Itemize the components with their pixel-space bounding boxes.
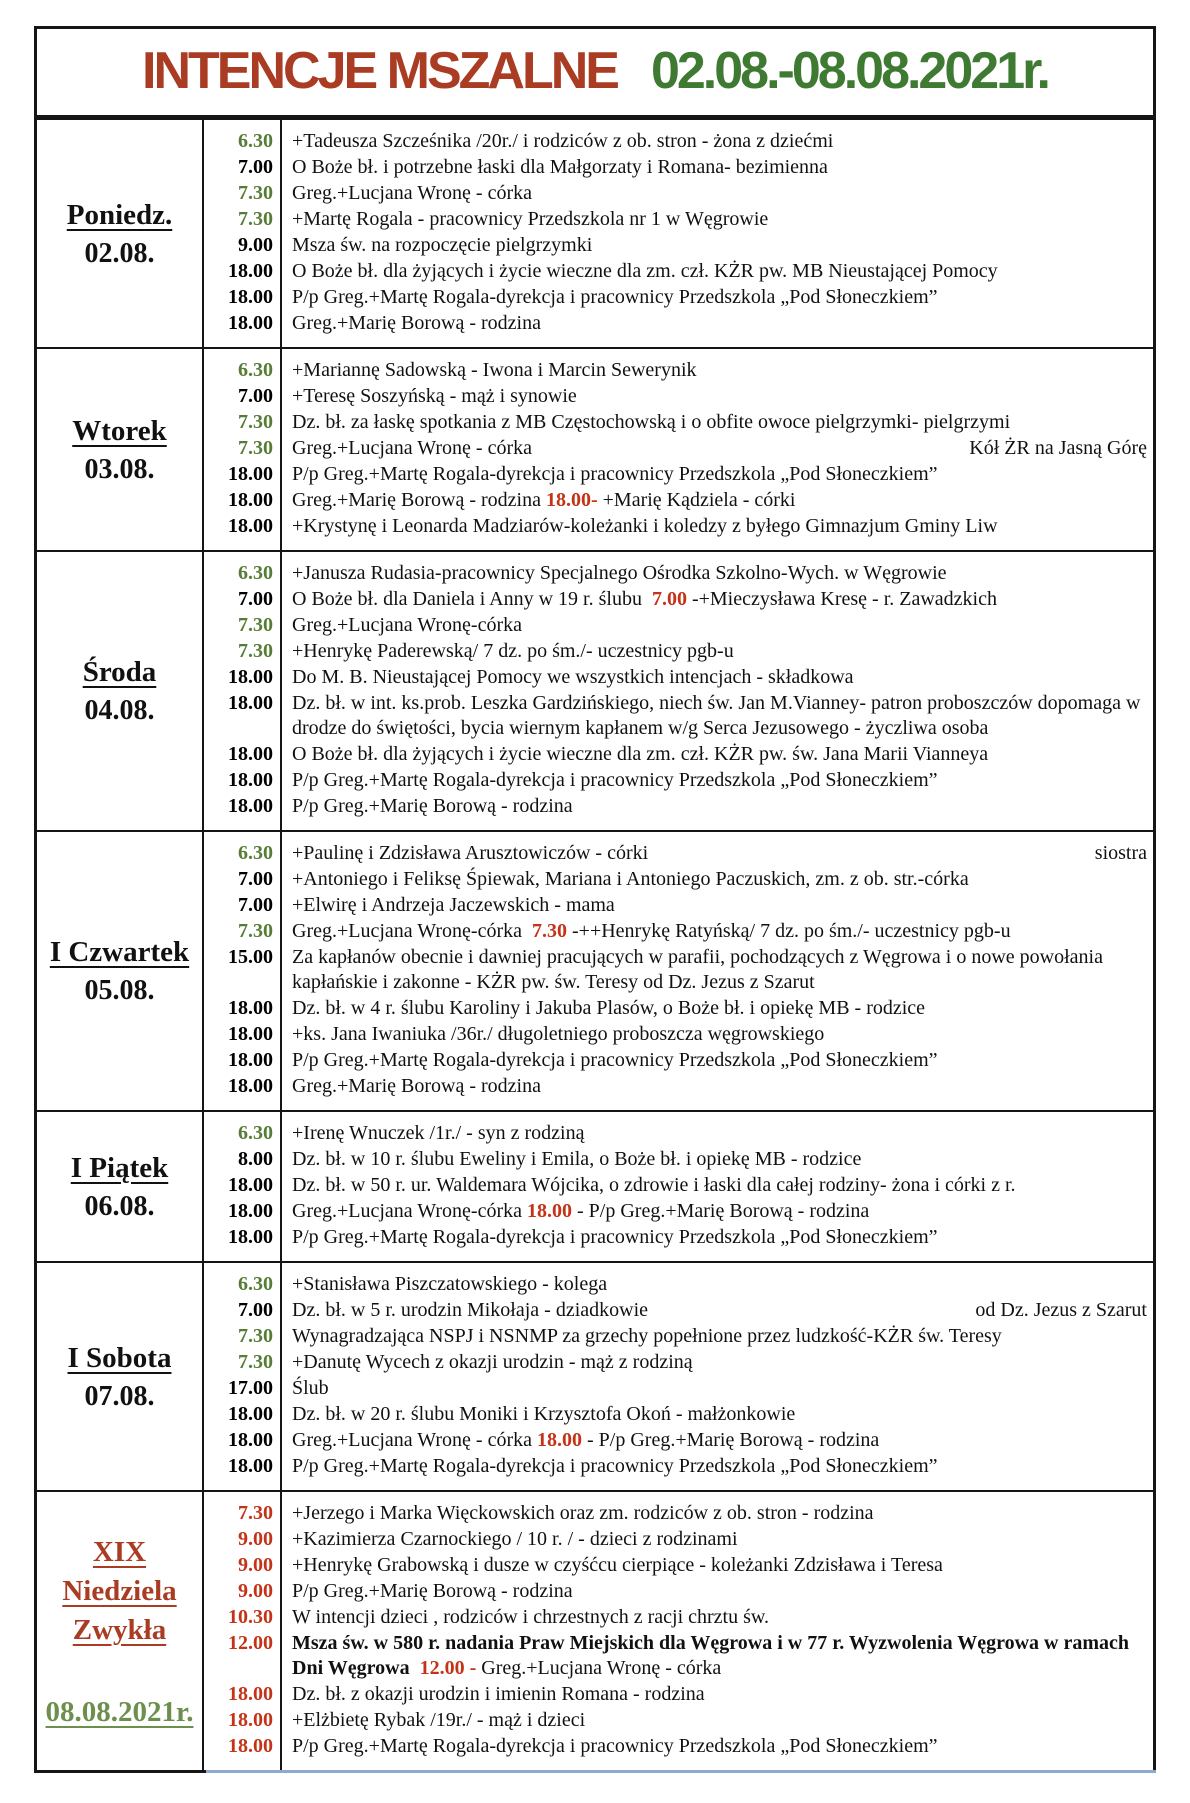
schedule-row [37,551,1153,587]
time-cell: 18.00 [203,488,281,514]
time-cell: 7.30 [203,1350,281,1376]
schedule-row [37,919,1153,945]
intention-text: +Antoniego i Feliksę Śpiewak, Mariana i Antoniego Paczuskich, zm. z ob. str.-córka [292,868,969,890]
schedule-row [37,893,1153,919]
schedule-row [37,768,1153,794]
intention-cell [281,488,1153,514]
schedule-row [37,1173,1153,1199]
intention-cell [281,1350,1153,1376]
intention-cell [281,1428,1153,1454]
schedule-row [37,1402,1153,1428]
schedule-row [37,1199,1153,1225]
day-date: 06.08. [84,1190,155,1222]
day-name: XIX [92,1535,147,1568]
intention-text: +Irenę Wnuczek /1r./ - syn z rodziną [292,1122,585,1144]
schedule-row [37,945,1153,996]
intention-text: O Boże bł. dla żyjących i życie wieczne dla zm. czł. KŻR pw. św. Jana Marii Vianneya [292,743,989,765]
intention-cell [281,1111,1153,1147]
time-cell: 8.00 [203,1147,281,1173]
intention-cell [281,1048,1153,1074]
schedule-row [37,1324,1153,1350]
intention-text: P/p Greg.+Martę Rogala-dyrekcja i pracownicy Przedszkola „Pod Słoneczkiem” [292,769,938,791]
intention-cell [281,867,1153,893]
schedule-row [37,259,1153,285]
intention-text: +Krystynę i Leonarda Madziarów-koleżanki i koledzy z byłego Gimnazjum Gminy Liw [292,515,998,537]
intention-cell [281,1022,1153,1048]
intention-cell [281,691,1153,742]
intention-cell [281,1579,1153,1605]
intention-cell [281,233,1153,259]
intention-cell [281,893,1153,919]
day-name: Niedziela [62,1574,177,1607]
intention-text: P/p Greg.+Martę Rogala-dyrekcja i pracownicy Przedszkola „Pod Słoneczkiem” [292,1049,938,1071]
day-cell [37,1491,203,1770]
time-cell: 7.30 [203,1491,281,1527]
intention-text: +Marię Kądziela - córki [597,489,796,511]
intention-cell [281,1682,1153,1708]
intention-cell [281,919,1153,945]
intention-cell [281,665,1153,691]
time-cell: 9.00 [203,233,281,259]
time-cell: 18.00 [203,285,281,311]
intention-text: +Martę Rogala - pracownicy Przedszkola nr 1 w Węgrowie [292,208,769,230]
time-cell: 18.00 [203,1048,281,1074]
intention-cell [281,639,1153,665]
intention-text: Greg.+Lucjana Wronę - córka [292,1429,537,1451]
schedule-row [37,1376,1153,1402]
intention-cell [281,587,1153,613]
bottom-accent-line [206,1770,1156,1773]
time-cell: 15.00 [203,945,281,996]
intention-text: Greg.+Lucjana Wronę - córka [292,182,532,204]
day-date: 05.08. [84,975,155,1006]
intention-text: +Stanisława Piszczatowskiego - kolega [292,1273,608,1295]
schedule-row [37,1605,1153,1631]
intention-text: 18.00 [537,1429,582,1451]
schedule-row [37,462,1153,488]
time-cell: 18.00 [203,311,281,348]
schedule-row [37,155,1153,181]
schedule-row [37,1428,1153,1454]
day-date: 07.08. [84,1380,155,1412]
intention-cell [281,1225,1153,1262]
title-text: INTENCJE MSZALNE [142,42,617,100]
day-date: 02.08. [84,237,155,269]
schedule-row [37,1048,1153,1074]
time-cell: 7.00 [203,867,281,893]
time-cell: 18.00 [203,1682,281,1708]
time-cell: 7.30 [203,207,281,233]
schedule-row [37,488,1153,514]
intention-cell [281,1734,1153,1770]
intention-cell [281,551,1153,587]
intention-cell [281,1708,1153,1734]
schedule-row [37,1298,1153,1324]
time-cell: 9.00 [203,1579,281,1605]
intention-text: Greg.+Lucjana Wronę-córka [292,1200,527,1222]
intention-cell [281,1491,1153,1527]
time-cell: 9.00 [203,1553,281,1579]
intention-cell [281,462,1153,488]
schedule-row [37,181,1153,207]
schedule-row [37,119,1153,155]
page-title [37,29,1153,118]
intention-cell [281,514,1153,551]
intention-text: Msza św. w 580 r. nadania Praw Miejskich dla Węgrowa i w 77 r. Wyzwolenia Węgrowa w ramach Dni Węgrowa [292,1632,1130,1679]
intention-text: Msza św. na rozpoczęcie pielgrzymki [292,234,593,256]
intention-text: +Henrykę Grabowską i dusze w czyśćcu cierpiące - koleżanki Zdzisława i Teresa [292,1554,943,1576]
intention-cell [281,1173,1153,1199]
time-cell: 6.30 [203,1111,281,1147]
time-cell: 7.30 [203,639,281,665]
schedule-row [37,665,1153,691]
intention-text: 18.00- [545,489,598,511]
schedule-row [37,1682,1153,1708]
intention-cell [281,181,1153,207]
intention-text: Ślub [292,1377,329,1399]
day-name: I Piątek [70,1151,169,1184]
right-note: Kół ŻR na Jasną Górę [969,437,1147,459]
intention-cell [281,348,1153,384]
intention-cell [281,996,1153,1022]
schedule-row [37,1074,1153,1111]
time-cell: 18.00 [203,1022,281,1048]
intention-text: Greg.+Lucjana Wronę - córka [481,1657,722,1679]
time-cell: 18.00 [203,768,281,794]
day-cell [37,831,203,1111]
schedule-row [37,514,1153,551]
intention-text: Greg.+Lucjana Wronę - córka [292,437,532,459]
intention-cell [281,1454,1153,1491]
time-cell: 7.30 [203,436,281,462]
intention-cell [281,1324,1153,1350]
intention-text: P/p Greg.+Martę Rogala-dyrekcja i pracownicy Przedszkola „Pod Słoneczkiem” [292,1226,938,1248]
time-cell: 18.00 [203,1734,281,1770]
schedule-table [37,118,1153,1770]
intention-cell [281,1376,1153,1402]
day-name: Poniedz. [66,198,173,231]
intention-text: Dz. bł. za łaskę spotkania z MB Częstochowską i o obfite owoce pielgrzymki- pielgrzymi [292,411,1011,433]
intention-text: +Janusza Rudasia-pracownicy Specjalnego Ośrodka Szkolno-Wych. w Węgrowie [292,562,947,584]
time-cell: 18.00 [203,996,281,1022]
intention-cell [281,1553,1153,1579]
intention-text: Greg.+Lucjana Wronę-córka [292,614,522,636]
time-cell: 7.00 [203,384,281,410]
schedule-row [37,742,1153,768]
time-cell: 6.30 [203,551,281,587]
time-cell: 18.00 [203,514,281,551]
time-cell: 10.30 [203,1605,281,1631]
intention-cell [281,436,1153,462]
intention-cell [281,742,1153,768]
intention-cell [281,1402,1153,1428]
schedule-row [37,410,1153,436]
intention-text: W intencji dzieci , rodziców i chrzestnych z racji chrztu św. [292,1606,770,1628]
intention-text: +Elżbietę Rybak /19r./ - mąż i dzieci [292,1709,586,1731]
day-date: 03.08. [84,453,155,485]
day-name: I Czwartek [49,936,190,968]
schedule-row [37,691,1153,742]
schedule-row [37,1454,1153,1491]
intention-text: Greg.+Lucjana Wronę-córka [292,920,532,942]
intention-text: Dz. bł. w 5 r. urodzin Mikołaja - dziadkowie [292,1299,649,1321]
schedule-row [37,1708,1153,1734]
intention-text: - P/p Greg.+Marię Borową - rodzina [582,1429,880,1451]
intention-cell [281,1631,1153,1682]
schedule-row [37,1111,1153,1147]
schedule-row [37,1579,1153,1605]
day-cell [37,348,203,551]
intention-text: P/p Greg.+Martę Rogala-dyrekcja i pracownicy Przedszkola „Pod Słoneczkiem” [292,463,938,485]
schedule-row [37,613,1153,639]
intention-cell [281,1074,1153,1111]
intention-cell [281,285,1153,311]
intention-text: +Jerzego i Marka Więckowskich oraz zm. rodziców z ob. stron - rodzina [292,1502,874,1524]
time-cell: 12.00 [203,1631,281,1682]
schedule-row [37,1553,1153,1579]
time-cell: 6.30 [203,119,281,155]
intention-text: -++Henrykę Ratyńską/ 7 dz. po śm./- uczestnicy pgb-u [567,920,1011,942]
intention-text: Do M. B. Nieustającej Pomocy we wszystkich intencjach - składkowa [292,666,854,688]
intention-cell [281,259,1153,285]
intention-text: Dz. bł. w 50 r. ur. Waldemara Wójcika, o zdrowie i łaski dla całej rodziny- żona i córki z r. [292,1174,1016,1196]
schedule-row [37,285,1153,311]
day-date: 04.08. [84,695,155,726]
time-cell: 18.00 [203,1074,281,1111]
intention-text: O Boże bł. dla żyjących i życie wieczne dla zm. czł. KŻR pw. MB Nieustającej Pomocy [292,260,998,282]
time-cell: 18.00 [203,1454,281,1491]
time-cell: 18.00 [203,665,281,691]
intention-cell [281,1605,1153,1631]
schedule-row [37,233,1153,259]
time-cell: 18.00 [203,1402,281,1428]
time-cell: 7.30 [203,919,281,945]
schedule-row [37,311,1153,348]
time-cell: 18.00 [203,1428,281,1454]
day-date: 08.08.2021r. [45,1695,194,1728]
time-cell: 7.30 [203,1324,281,1350]
intention-text: 7.30 [532,920,567,942]
intention-text: Greg.+Marię Borową - rodzina [292,1075,541,1097]
time-cell: 18.00 [203,462,281,488]
right-note: od Dz. Jezus z Szarut [975,1299,1147,1321]
intention-text: 12.00 - [419,1657,482,1679]
schedule-row [37,1147,1153,1173]
intention-text: Dz. bł. z okazji urodzin i imienin Romana - rodzina [292,1683,705,1705]
time-cell: 7.30 [203,410,281,436]
intention-text: 7.00 [651,588,687,610]
schedule-row [37,867,1153,893]
time-cell: 7.30 [203,181,281,207]
intention-text: P/p Greg.+Martę Rogala-dyrekcja i pracownicy Przedszkola „Pod Słoneczkiem” [292,286,938,308]
intention-cell [281,410,1153,436]
intention-text: +ks. Jana Iwaniuka /36r./ długoletniego proboszcza węgrowskiego [292,1023,825,1045]
schedule-row [37,1491,1153,1527]
time-cell: 18.00 [203,742,281,768]
time-cell: 18.00 [203,691,281,742]
schedule-row [37,1734,1153,1770]
day-cell [37,1111,203,1262]
intention-cell [281,207,1153,233]
schedule-row [37,1262,1153,1298]
schedule-row [37,1527,1153,1553]
intention-text: - P/p Greg.+Marię Borową - rodzina [572,1200,870,1222]
time-cell: 18.00 [203,1173,281,1199]
schedule-row [37,587,1153,613]
time-cell: 7.30 [203,613,281,639]
intention-text: +Mariannę Sadowską - Iwona i Marcin Sewerynik [292,359,697,381]
time-cell: 7.00 [203,893,281,919]
schedule-row [37,831,1153,867]
schedule-row [37,794,1153,831]
time-cell: 7.00 [203,1298,281,1324]
intention-text: +Danutę Wycech z okazji urodzin - mąż z rodziną [292,1351,693,1373]
intention-text: P/p Greg.+Marię Borową - rodzina [292,1580,573,1602]
intention-text: Dz. bł. w 20 r. ślubu Moniki i Krzysztofa Okoń - małżonkowie [292,1403,796,1425]
time-cell: 18.00 [203,794,281,831]
intention-text: Greg.+Marię Borową - rodzina [292,489,546,511]
intention-text: Dz. bł. w 10 r. ślubu Eweliny i Emila, o Boże bł. i opiekę MB - rodzice [292,1148,862,1170]
intention-cell [281,155,1153,181]
intention-cell [281,1262,1153,1298]
right-note: siostra [1094,842,1147,864]
day-name: I Sobota [67,1341,172,1374]
intention-text: +Kazimierza Czarnockiego / 10 r. / - dzieci z rodzinami [292,1528,738,1550]
intention-text: +Tadeusza Szcześnika /20r./ i rodziców z ob. stron - żona z dziećmi [292,130,834,152]
time-cell: 6.30 [203,1262,281,1298]
day-cell [37,1262,203,1491]
intention-text: P/p Greg.+Martę Rogala-dyrekcja i pracownicy Przedszkola „Pod Słoneczkiem” [292,1455,938,1477]
time-cell: 6.30 [203,348,281,384]
intention-cell [281,1199,1153,1225]
intention-text: -+Mieczysława Kresę - r. Zawadzkich [686,588,997,610]
intention-text: Dz. bł. w int. ks.prob. Leszka Gardzińskiego, niech św. Jan M.Vianney- patron proboszczów dopomaga w drodze do świętości, bycia wiernym kapłanem w/g Serca Jezusowego - życzliwa osoba [292,692,1141,739]
intention-cell [281,613,1153,639]
intention-cell [281,1298,1153,1324]
intention-cell [281,119,1153,155]
time-cell: 18.00 [203,1199,281,1225]
intention-text: +Teresę Soszyńską - mąż i synowie [292,385,577,407]
time-cell: 9.00 [203,1527,281,1553]
bulletin-sheet [34,26,1156,1773]
intention-text: Wynagradzająca NSPJ i NSNMP za grzechy popełnione przez ludzkość-KŻR św. Teresy [292,1325,1002,1347]
intention-cell [281,311,1153,348]
schedule-row [37,1022,1153,1048]
day-cell [37,551,203,831]
day-name: Zwykła [72,1613,167,1646]
intention-text: +Paulinę i Zdzisława Arusztowiczów - córki [292,842,649,864]
intention-text: +Elwirę i Andrzeja Jaczewskich - mama [292,894,615,916]
schedule-row [37,1350,1153,1376]
title-date-range: 02.08.-08.08.2021r. [650,42,1048,100]
schedule-row [37,207,1153,233]
day-name: Środa [82,656,157,688]
time-cell: 18.00 [203,1225,281,1262]
schedule-row [37,639,1153,665]
intention-cell [281,1147,1153,1173]
time-cell: 7.00 [203,587,281,613]
time-cell: 7.00 [203,155,281,181]
intention-cell [281,831,1153,867]
intention-cell [281,945,1153,996]
intention-text: P/p Greg.+Martę Rogala-dyrekcja i pracownicy Przedszkola „Pod Słoneczkiem” [292,1735,938,1757]
intention-cell [281,1527,1153,1553]
day-cell [37,119,203,348]
schedule-row [37,1631,1153,1682]
schedule-row [37,348,1153,384]
schedule-row [37,384,1153,410]
intention-cell [281,794,1153,831]
intention-text: 18.00 [527,1200,572,1222]
intention-text: Dz. bł. w 4 r. ślubu Karoliny i Jakuba Plasów, o Boże bł. i opiekę MB - rodzice [292,997,926,1019]
time-cell: 18.00 [203,1708,281,1734]
intention-text: O Boże bł. dla Daniela i Anny w 19 r. ślubu [292,588,652,610]
schedule-row [37,996,1153,1022]
time-cell: 17.00 [203,1376,281,1402]
intention-text: Za kapłanów obecnie i dawniej pracujących w parafii, pochodzących z Węgrowa i o nowe powołania kapłańskie i zakonne - KŻR pw. św. Teresy od Dz. Jezus z Szarut [292,946,1103,993]
intention-cell [281,768,1153,794]
schedule-row [37,1225,1153,1262]
intention-text: +Henrykę Paderewską/ 7 dz. po śm./- uczestnicy pgb-u [292,640,734,662]
time-cell: 18.00 [203,259,281,285]
schedule-row [37,436,1153,462]
day-name: Wtorek [72,414,167,447]
intention-cell [281,384,1153,410]
intention-text: O Boże bł. i potrzebne łaski dla Małgorzaty i Romana- bezimienna [292,156,828,178]
intention-text: P/p Greg.+Marię Borową - rodzina [292,795,573,817]
intention-text: Greg.+Marię Borową - rodzina [292,312,541,334]
time-cell: 6.30 [203,831,281,867]
